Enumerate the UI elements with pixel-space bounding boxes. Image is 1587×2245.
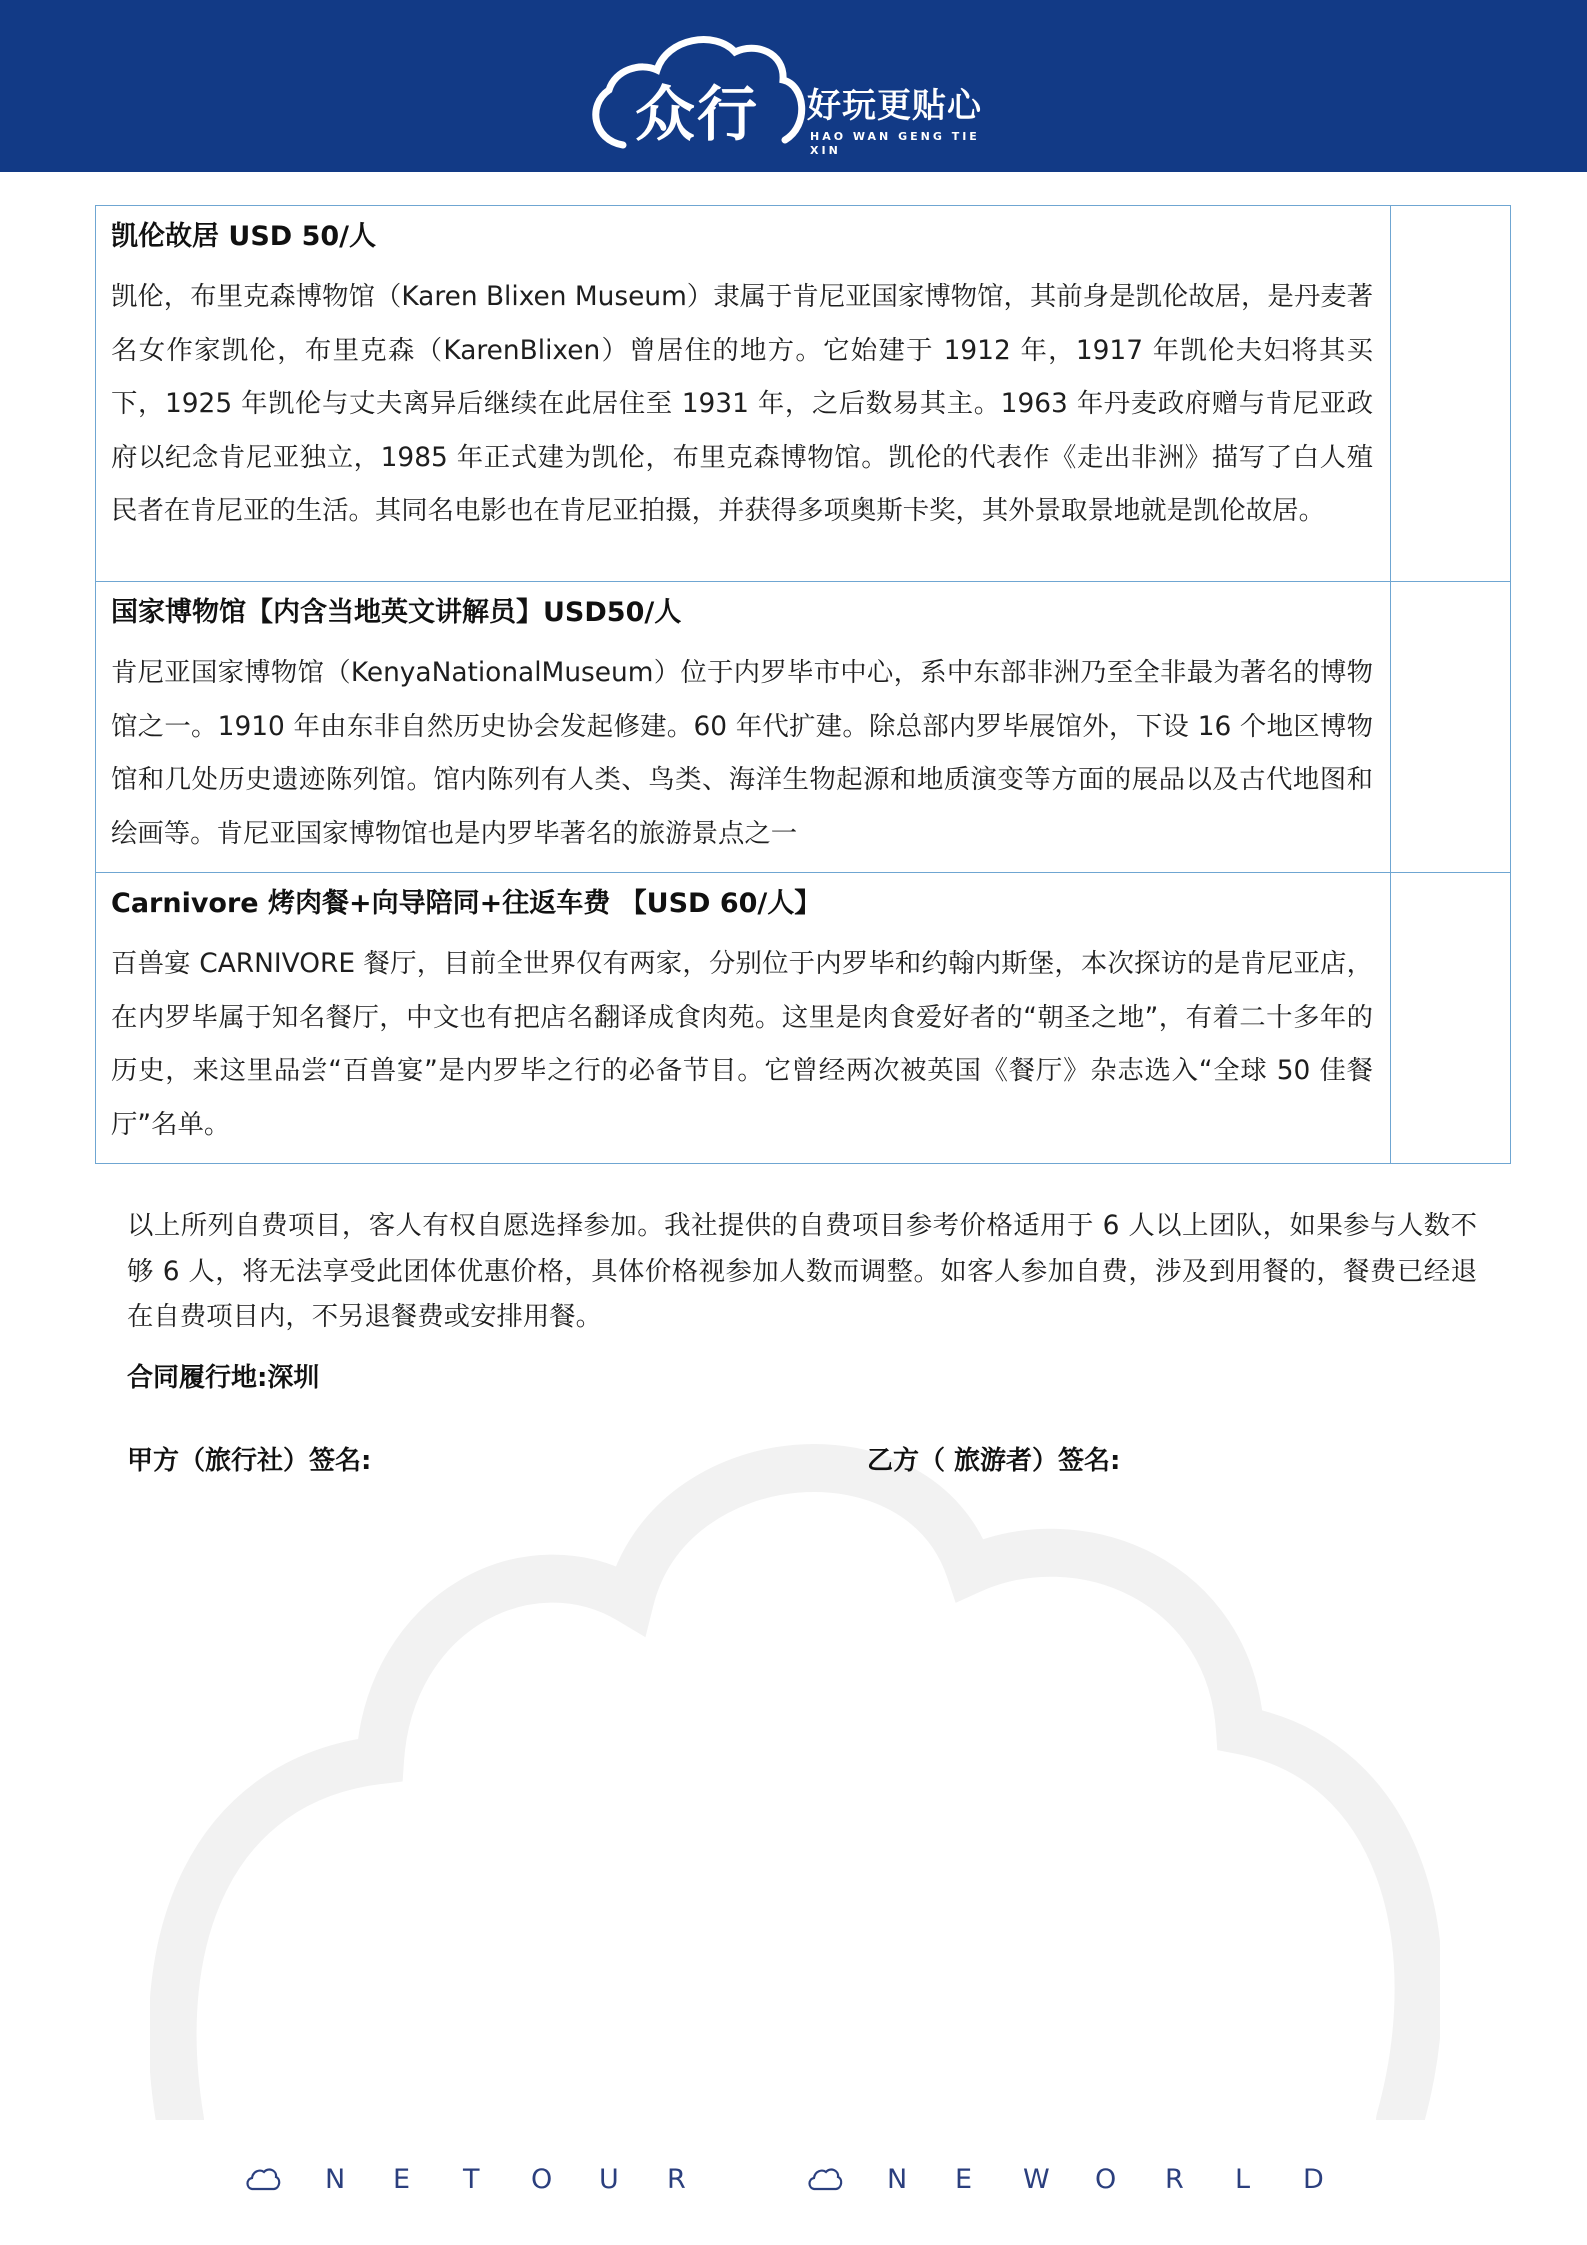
activity-description: 百兽宴 CARNIVORE 餐厅，目前全世界仅有两家，分别位于内罗毕和约翰内斯堡，本次探访的是肯尼亚店，在内罗毕属于知名餐厅，中文也有把店名翻译成食肉苑。这里是肉食爱好者的“朝圣之地”，有着二十多年的历史，来这里品尝“百兽宴”是内罗毕之行的必备节目。它曾经两次被英国《餐厅》杂志选入“全球 50 佳餐厅”名单。 (111, 948, 1373, 1140)
brand-logo (585, 30, 1005, 155)
footer-letter: W (1023, 2164, 1050, 2195)
cloud-icon (807, 2166, 843, 2192)
activity-description: 凯伦，布里克森博物馆（Karen Blixen Museum）隶属于肯尼亚国家博物馆，其前身是凯伦故居，是丹麦著名女作家凯伦，布里克森（KarenBlixen）曾居住的地方。它始建于 1912 年，1917 年凯伦夫妇将其买下，1925 年凯伦与丈夫离异后继续在此居住至 1931 年，之后数易其主。1963 年丹麦政府赠与肯尼亚政府以纪念肯尼亚独立，1985 年正式建为凯伦，布里克森博物馆。凯伦的代表作《走出非洲》描写了白人殖民者在肯尼亚的生活。其同名电影也在肯尼亚拍摄，并获得多项奥斯卡奖，其外景取景地就是凯伦故居。 (111, 281, 1373, 526)
footer-letter: O (1095, 2164, 1117, 2195)
footer-letter: D (1303, 2164, 1324, 2195)
activity-cell (96, 873, 1391, 1164)
table-row (96, 206, 1511, 582)
optional-activities-table (95, 205, 1511, 1164)
empty-cell (1391, 873, 1511, 1164)
activity-description: 肯尼亚国家博物馆（KenyaNationalMuseum）位于内罗毕市中心，系中东部非洲乃至全非最为著名的博物馆之一。1910 年由东非自然历史协会发起修建。60 年代扩建。除总部内罗毕展馆外，下设 16 个地区博物馆和几处历史遗迹陈列馆。馆内陈列有人类、鸟类、海洋生物起源和地质演变等方面的展品以及古代地图和绘画等。肯尼亚国家博物馆也是内罗毕著名的旅游景点之一 (111, 657, 1373, 849)
activity-cell (96, 206, 1391, 582)
footer-letter: N (325, 2164, 346, 2195)
activity-cell (96, 582, 1391, 873)
activity-title: 凯伦故居 USD 50/人 (111, 221, 377, 252)
page-header (0, 0, 1587, 172)
footer-letter: T (463, 2164, 480, 2195)
empty-cell (1391, 582, 1511, 873)
footer-letter: R (667, 2164, 686, 2195)
empty-cell (1391, 206, 1511, 582)
footer-letter: O (531, 2164, 553, 2195)
footer-letter: U (599, 2164, 619, 2195)
activity-title: Carnivore 烤肉餐+向导陪同+往返车费 【USD 60/人】 (111, 888, 822, 919)
footer-letter: E (393, 2164, 411, 2195)
terms-paragraph: 以上所列自费项目，客人有权自愿选择参加。我社提供的自费项目参考价格适用于 6 人以上团队，如果参与人数不够 6 人，将无法享受此团体优惠价格，具体价格视参加人数而调整。如客人参加自费，涉及到用餐的，餐费已经退在自费项目内，不另退餐费或安排用餐。 (127, 1210, 1477, 1332)
activity-title: 国家博物馆【内含当地英文讲解员】USD50/人 (111, 597, 682, 628)
contract-place: 合同履行地:深圳 (127, 1363, 320, 1393)
table-row (96, 873, 1511, 1164)
party-a-signature-label: 甲方（旅行社）签名: (127, 1446, 372, 1476)
cloud-icon (245, 2166, 281, 2192)
brand-slogan: 好玩更贴心 (807, 86, 982, 126)
footer-oneworld (807, 2160, 1367, 2200)
footer-letter: E (955, 2164, 973, 2195)
brand-name: 众行 (635, 80, 759, 150)
terms-notes (127, 1203, 1477, 1340)
footer-onetour (245, 2160, 715, 2200)
footer-letter: L (1235, 2164, 1251, 2195)
cloud-watermark-icon (150, 1380, 1440, 2120)
party-b-signature-label: 乙方（ 旅游者）签名: (867, 1446, 1121, 1476)
table-row (96, 582, 1511, 873)
brand-slogan-pinyin: HAO WAN GENG TIE XIN (810, 130, 980, 157)
footer-letter: R (1165, 2164, 1184, 2195)
footer-letter: N (887, 2164, 908, 2195)
page-footer (245, 2160, 1365, 2200)
